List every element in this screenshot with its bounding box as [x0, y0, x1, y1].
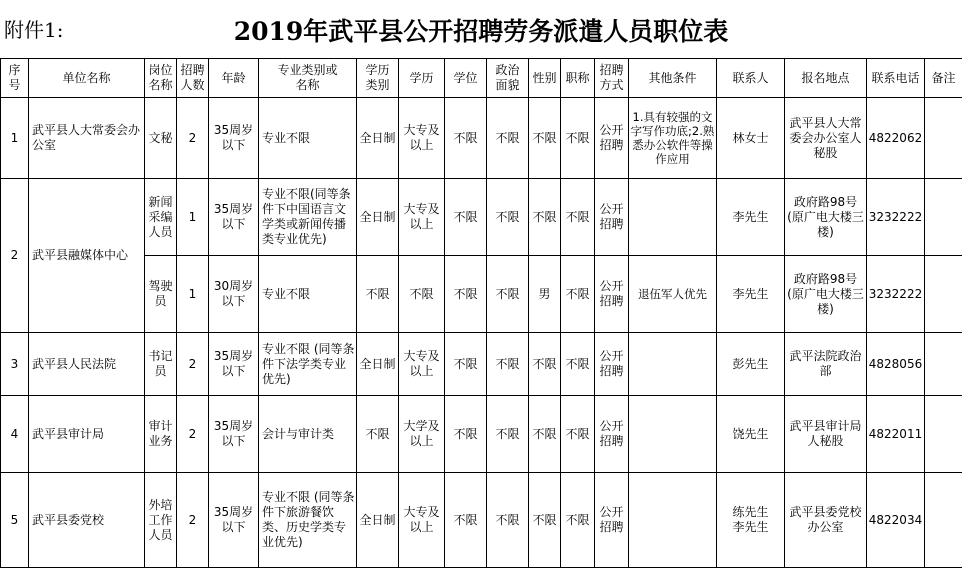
header-cell: 备注	[925, 59, 962, 98]
cell-remark	[925, 98, 962, 179]
cell-method: 公开 招聘	[595, 473, 629, 568]
cell-post: 驾驶 员	[145, 256, 177, 333]
header-cell: 其他条件	[629, 59, 717, 98]
header-cell: 招聘 人数	[177, 59, 209, 98]
cell-unit: 武平县人大常委会办公室	[29, 98, 145, 179]
table-row	[1, 333, 962, 396]
cell-major: 专业不限(同等条件下中国语言文学类或新闻传播类专业优先)	[259, 179, 357, 256]
cell-political: 不限	[487, 396, 529, 473]
cell-contact: 彭先生	[717, 333, 785, 396]
cell-no: 4	[1, 396, 29, 473]
cell-edu-type: 全日制	[357, 473, 399, 568]
cell-title: 不限	[561, 473, 595, 568]
cell-other	[629, 179, 717, 256]
cell-post: 外培 工作 人员	[145, 473, 177, 568]
cell-political: 不限	[487, 333, 529, 396]
cell-method: 公开 招聘	[595, 333, 629, 396]
header-cell: 单位名称	[29, 59, 145, 98]
cell-edu: 大专及 以上	[399, 473, 445, 568]
header-cell: 学历 类别	[357, 59, 399, 98]
cell-major: 专业不限	[259, 256, 357, 333]
cell-degree: 不限	[445, 473, 487, 568]
attachment-label: 附件1:	[4, 18, 64, 42]
cell-phone: 4822034	[867, 473, 925, 568]
cell-other: 退伍军人优先	[629, 256, 717, 333]
cell-phone: 4822062	[867, 98, 925, 179]
cell-post: 审计 业务	[145, 396, 177, 473]
header-cell: 年龄	[209, 59, 259, 98]
cell-unit: 武平县审计局	[29, 396, 145, 473]
cell-gender: 不限	[529, 98, 561, 179]
header-cell: 联系电话	[867, 59, 925, 98]
cell-post: 新闻 采编 人员	[145, 179, 177, 256]
cell-title: 不限	[561, 98, 595, 179]
table-row	[1, 179, 962, 256]
cell-location: 武平县审计局人秘股	[785, 396, 867, 473]
cell-degree: 不限	[445, 396, 487, 473]
cell-degree: 不限	[445, 333, 487, 396]
cell-age: 35周岁 以下	[209, 179, 259, 256]
cell-political: 不限	[487, 473, 529, 568]
table-row	[1, 473, 962, 568]
cell-unit: 武平县融媒体中心	[29, 179, 145, 333]
cell-major: 会计与审计类	[259, 396, 357, 473]
header-cell: 序 号	[1, 59, 29, 98]
table-row	[1, 256, 962, 333]
cell-contact: 练先生 李先生	[717, 473, 785, 568]
cell-political: 不限	[487, 98, 529, 179]
cell-contact: 林女士	[717, 98, 785, 179]
cell-phone: 4828056	[867, 333, 925, 396]
cell-no: 2	[1, 179, 29, 333]
cell-edu-type: 全日制	[357, 98, 399, 179]
cell-count: 1	[177, 256, 209, 333]
cell-gender: 不限	[529, 333, 561, 396]
cell-remark	[925, 396, 962, 473]
cell-contact: 饶先生	[717, 396, 785, 473]
cell-political: 不限	[487, 256, 529, 333]
cell-phone: 4822011	[867, 396, 925, 473]
cell-other	[629, 333, 717, 396]
cell-other	[629, 396, 717, 473]
cell-edu-type: 全日制	[357, 333, 399, 396]
header-cell: 联系人	[717, 59, 785, 98]
cell-title: 不限	[561, 256, 595, 333]
cell-no: 1	[1, 98, 29, 179]
cell-count: 2	[177, 396, 209, 473]
cell-method: 公开 招聘	[595, 396, 629, 473]
table-row	[1, 98, 962, 179]
table-row	[1, 396, 962, 473]
cell-age: 35周岁 以下	[209, 396, 259, 473]
cell-count: 2	[177, 333, 209, 396]
cell-major: 专业不限	[259, 98, 357, 179]
cell-major: 专业不限 (同等条件下法学类专业优先)	[259, 333, 357, 396]
cell-major: 专业不限 (同等条件下旅游餐饮类、历史学类专业优先)	[259, 473, 357, 568]
cell-method: 公开 招聘	[595, 179, 629, 256]
document-header	[0, 0, 962, 58]
cell-location: 武平县委党校办公室	[785, 473, 867, 568]
cell-political: 不限	[487, 179, 529, 256]
header-cell: 报名地点	[785, 59, 867, 98]
cell-remark	[925, 179, 962, 256]
cell-method: 公开 招聘	[595, 256, 629, 333]
cell-contact: 李先生	[717, 256, 785, 333]
cell-post: 文秘	[145, 98, 177, 179]
header-cell: 专业类别或 名称	[259, 59, 357, 98]
cell-phone: 3232222	[867, 179, 925, 256]
cell-age: 35周岁 以下	[209, 98, 259, 179]
cell-unit: 武平县人民法院	[29, 333, 145, 396]
cell-age: 35周岁 以下	[209, 473, 259, 568]
cell-gender: 不限	[529, 473, 561, 568]
header-cell: 性别	[529, 59, 561, 98]
cell-edu: 大学及 以上	[399, 396, 445, 473]
cell-no: 5	[1, 473, 29, 568]
header-cell: 职称	[561, 59, 595, 98]
cell-edu-type: 不限	[357, 396, 399, 473]
cell-edu: 不限	[399, 256, 445, 333]
cell-remark	[925, 473, 962, 568]
position-table	[0, 58, 962, 568]
header-cell: 学历	[399, 59, 445, 98]
cell-other: 1.具有较强的文字写作功底;2.熟悉办公软件等操作应用	[629, 98, 717, 179]
page-title: 2019年武平县公开招聘劳务派遣人员职位表	[233, 17, 729, 46]
cell-count: 1	[177, 179, 209, 256]
cell-other	[629, 473, 717, 568]
header-cell: 政治 面貌	[487, 59, 529, 98]
cell-remark	[925, 333, 962, 396]
cell-location: 武平县人大常委会办公室人秘股	[785, 98, 867, 179]
cell-count: 2	[177, 98, 209, 179]
cell-edu: 大专及 以上	[399, 98, 445, 179]
cell-unit: 武平县委党校	[29, 473, 145, 568]
cell-title: 不限	[561, 396, 595, 473]
cell-age: 35周岁 以下	[209, 333, 259, 396]
cell-count: 2	[177, 473, 209, 568]
cell-location: 政府路98号(原广电大楼三楼)	[785, 256, 867, 333]
cell-degree: 不限	[445, 256, 487, 333]
cell-remark	[925, 256, 962, 333]
cell-no: 3	[1, 333, 29, 396]
cell-gender: 男	[529, 256, 561, 333]
header-cell: 岗位 名称	[145, 59, 177, 98]
cell-title: 不限	[561, 179, 595, 256]
cell-edu-type: 不限	[357, 256, 399, 333]
cell-location: 政府路98号(原广电大楼三楼)	[785, 179, 867, 256]
cell-edu: 大专及 以上	[399, 179, 445, 256]
header-row	[1, 59, 962, 98]
cell-edu-type: 全日制	[357, 179, 399, 256]
cell-location: 武平法院政治部	[785, 333, 867, 396]
cell-title: 不限	[561, 333, 595, 396]
cell-age: 30周岁 以下	[209, 256, 259, 333]
cell-post: 书记 员	[145, 333, 177, 396]
cell-method: 公开 招聘	[595, 98, 629, 179]
header-cell: 招聘 方式	[595, 59, 629, 98]
cell-contact: 李先生	[717, 179, 785, 256]
header-cell: 学位	[445, 59, 487, 98]
cell-edu: 大专及 以上	[399, 333, 445, 396]
cell-gender: 不限	[529, 396, 561, 473]
cell-degree: 不限	[445, 179, 487, 256]
cell-degree: 不限	[445, 98, 487, 179]
cell-gender: 不限	[529, 179, 561, 256]
cell-phone: 3232222	[867, 256, 925, 333]
